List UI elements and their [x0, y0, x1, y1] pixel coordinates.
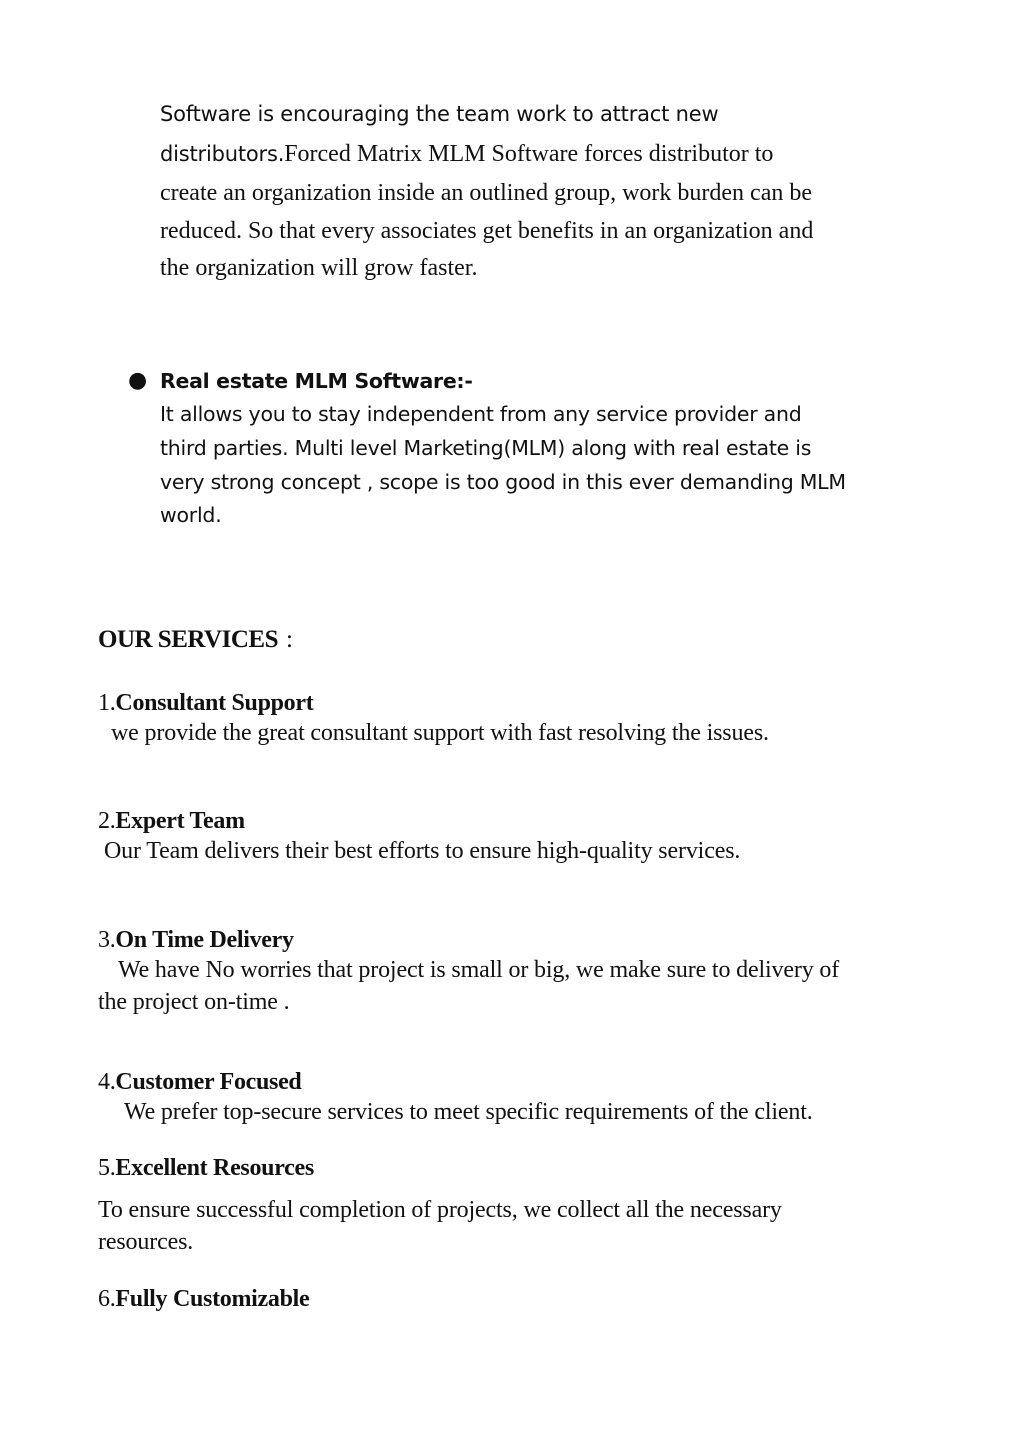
bullet-line-3: very strong concept , scope is too good in this ever demanding MLM: [160, 469, 846, 494]
bullet-line-2: third parties. Multi level Marketing(MLM) along with real estate is: [160, 435, 812, 460]
intro-line-1: Software is encouraging the team work to attract new: [160, 102, 719, 126]
service-number: 3.: [98, 927, 116, 953]
service-item-6: [98, 1284, 928, 1314]
services-title: OUR SERVICES: [98, 626, 278, 653]
service-number: 5.: [98, 1155, 116, 1181]
service-description: We prefer top-secure services to meet specific requirements of the client.: [124, 1099, 813, 1125]
bullet-line-4: world.: [160, 503, 222, 528]
service-heading: [98, 925, 928, 955]
bullet-dot-icon: ●: [128, 368, 148, 393]
service-name: Consultant Support: [115, 690, 314, 716]
service-number: 1.: [98, 690, 116, 716]
service-description-line-1: To ensure successful completion of projects, we collect all the necessary: [98, 1197, 782, 1223]
service-description-line-1: We have No worries that project is small or big, we make sure to delivery of: [118, 957, 840, 983]
service-heading: [98, 688, 928, 718]
service-number: 2.: [98, 808, 116, 834]
intro-paragraph: [160, 96, 950, 288]
service-description: we provide the great consultant support with fast resolving the issues.: [111, 720, 769, 746]
intro-line-5: the organization will grow faster.: [160, 255, 478, 281]
service-heading: [98, 1153, 928, 1183]
bullet-line-1: It allows you to stay independent from any service provider and: [160, 402, 802, 426]
service-number: 6.: [98, 1286, 116, 1312]
intro-line-3: create an organization inside an outlined group, work burden can be: [160, 180, 812, 206]
intro-line-2-serif: Forced Matrix MLM Software forces distributor to: [284, 140, 774, 167]
service-name: On Time Delivery: [115, 927, 294, 953]
service-description: Our Team delivers their best efforts to ensure high-quality services.: [104, 838, 741, 864]
service-item-4: [98, 1067, 928, 1129]
service-description-line-2: resources.: [98, 1228, 194, 1255]
service-name: Excellent Resources: [115, 1155, 314, 1181]
service-item-5: [98, 1153, 928, 1258]
bullet-heading: Real estate MLM Software:-: [160, 369, 473, 393]
service-heading: [98, 1284, 928, 1314]
service-description-line-2: the project on-time .: [98, 988, 290, 1015]
services-heading: [98, 626, 292, 654]
service-name: Fully Customizable: [115, 1286, 310, 1312]
services-title-colon: :: [285, 626, 293, 653]
service-heading: [98, 1067, 928, 1097]
service-item-3: [98, 925, 928, 1018]
service-item-2: [98, 806, 928, 868]
service-heading: [98, 806, 928, 836]
service-name: Expert Team: [115, 808, 245, 834]
service-item-1: [98, 688, 928, 750]
bullet-real-estate: [128, 364, 960, 533]
intro-line-4: reduced. So that every associates get benefits in an organization and: [160, 217, 814, 244]
service-name: Customer Focused: [115, 1069, 302, 1095]
intro-line-2: distributors.Forced Matrix MLM Software forces distributor to: [160, 140, 774, 167]
service-number: 4.: [98, 1069, 116, 1095]
